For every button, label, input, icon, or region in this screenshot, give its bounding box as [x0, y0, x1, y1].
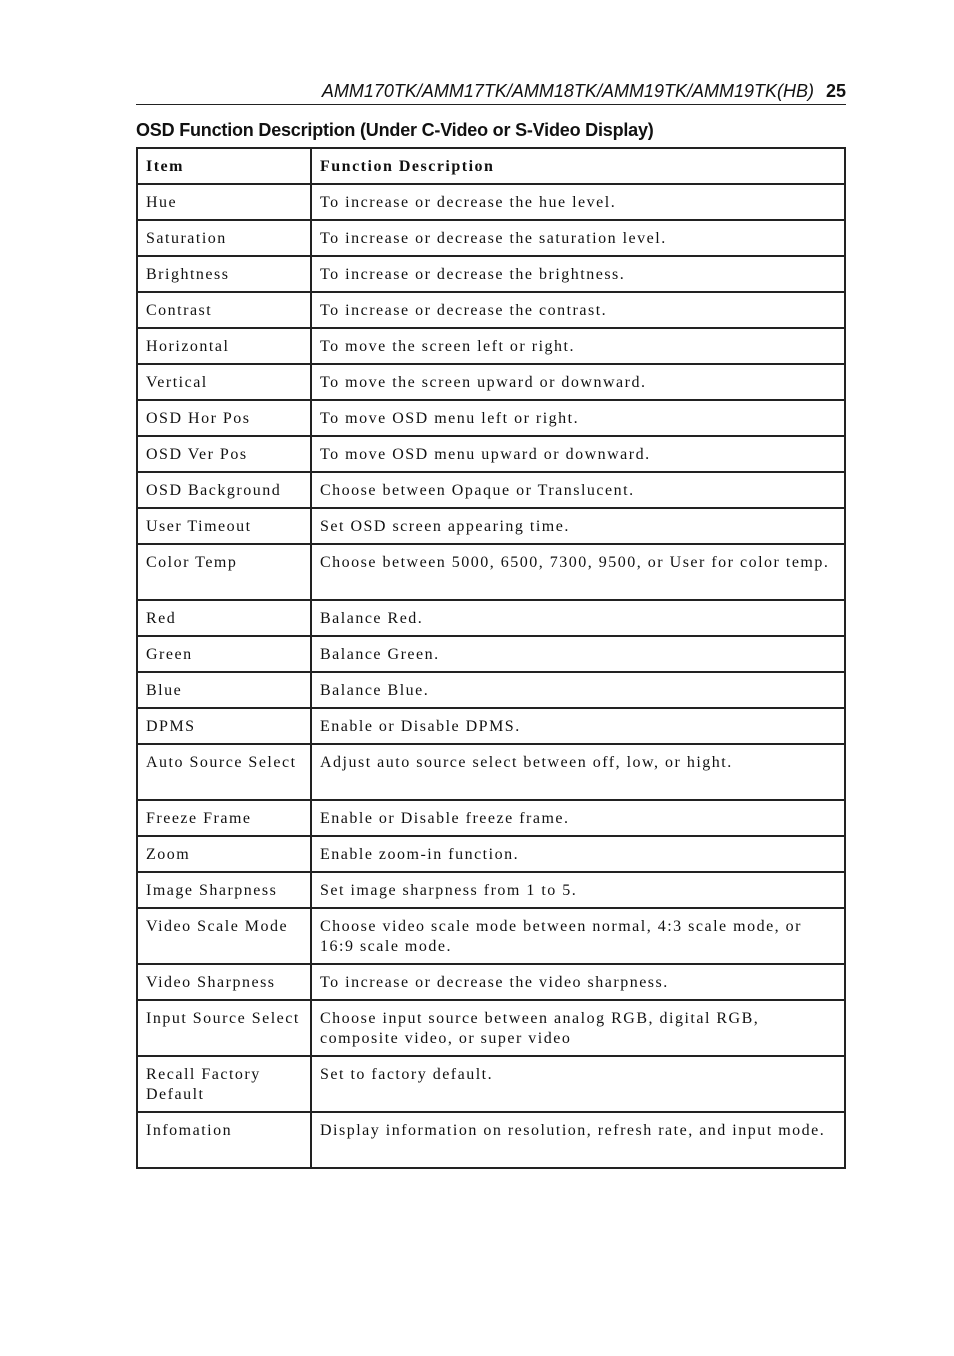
item-cell: Horizontal [137, 328, 311, 364]
item-cell: Green [137, 636, 311, 672]
description-cell: Display information on resolution, refresh rate, and input mode. [311, 1112, 845, 1168]
table-header-row [137, 148, 845, 184]
description-cell: To move OSD menu left or right. [311, 400, 845, 436]
description-cell: Choose between Opaque or Translucent. [311, 472, 845, 508]
item-cell: Freeze Frame [137, 800, 311, 836]
item-cell: Input Source Select [137, 1000, 311, 1056]
table-row [137, 508, 845, 544]
table-row [137, 964, 845, 1000]
table-row [137, 708, 845, 744]
item-cell: Video Scale Mode [137, 908, 311, 964]
description-cell: Balance Red. [311, 600, 845, 636]
table-row [137, 1000, 845, 1056]
table-row [137, 800, 845, 836]
description-cell: Enable or Disable DPMS. [311, 708, 845, 744]
description-cell: To increase or decrease the hue level. [311, 184, 845, 220]
table-row [137, 836, 845, 872]
table-row [137, 544, 845, 600]
table-row [137, 364, 845, 400]
page-number: 25 [825, 81, 846, 101]
description-cell: Enable zoom-in function. [311, 836, 845, 872]
table-row [137, 436, 845, 472]
table-row [137, 672, 845, 708]
item-cell: Hue [137, 184, 311, 220]
page-header [136, 80, 846, 105]
item-cell: Blue [137, 672, 311, 708]
table-row [137, 872, 845, 908]
column-header-item: Item [137, 148, 311, 184]
table-row [137, 636, 845, 672]
item-cell: Video Sharpness [137, 964, 311, 1000]
description-cell: To move OSD menu upward or downward. [311, 436, 845, 472]
item-cell: OSD Background [137, 472, 311, 508]
table-row [137, 256, 845, 292]
description-cell: Balance Blue. [311, 672, 845, 708]
description-cell: Adjust auto source select between off, low, or hight. [311, 744, 845, 800]
item-cell: Red [137, 600, 311, 636]
item-cell: Auto Source Select [137, 744, 311, 800]
description-cell: Set OSD screen appearing time. [311, 508, 845, 544]
table-row [137, 1112, 845, 1168]
item-cell: User Timeout [137, 508, 311, 544]
column-header-description: Function Description [311, 148, 845, 184]
model-list: AMM170TK/AMM17TK/AMM18TK/AMM19TK/AMM19TK(HB) [321, 81, 814, 101]
description-cell: Choose between 5000, 6500, 7300, 9500, or User for color temp. [311, 544, 845, 600]
item-cell: Image Sharpness [137, 872, 311, 908]
description-cell: To move the screen upward or downward. [311, 364, 845, 400]
osd-function-table [136, 147, 846, 1169]
table-row [137, 472, 845, 508]
table-row [137, 220, 845, 256]
item-cell: OSD Hor Pos [137, 400, 311, 436]
description-cell: Balance Green. [311, 636, 845, 672]
description-cell: To increase or decrease the brightness. [311, 256, 845, 292]
description-cell: Set to factory default. [311, 1056, 845, 1112]
item-cell: Contrast [137, 292, 311, 328]
item-cell: Saturation [137, 220, 311, 256]
item-cell: Infomation [137, 1112, 311, 1168]
table-row [137, 908, 845, 964]
table-row [137, 744, 845, 800]
item-cell: Brightness [137, 256, 311, 292]
table-row [137, 184, 845, 220]
table-row [137, 600, 845, 636]
description-cell: To increase or decrease the contrast. [311, 292, 845, 328]
table-row [137, 328, 845, 364]
description-cell: To increase or decrease the saturation level. [311, 220, 845, 256]
item-cell: Color Temp [137, 544, 311, 600]
description-cell: Choose video scale mode between normal, 4:3 scale mode, or 16:9 scale mode. [311, 908, 845, 964]
description-cell: Enable or Disable freeze frame. [311, 800, 845, 836]
item-cell: DPMS [137, 708, 311, 744]
table-row [137, 292, 845, 328]
item-cell: Vertical [137, 364, 311, 400]
item-cell: Recall Factory Default [137, 1056, 311, 1112]
description-cell: Set image sharpness from 1 to 5. [311, 872, 845, 908]
item-cell: OSD Ver Pos [137, 436, 311, 472]
table-row [137, 400, 845, 436]
item-cell: Zoom [137, 836, 311, 872]
description-cell: To increase or decrease the video sharpness. [311, 964, 845, 1000]
section-title: OSD Function Description (Under C-Video or S-Video Display) [136, 120, 654, 140]
description-cell: To move the screen left or right. [311, 328, 845, 364]
table-row [137, 1056, 845, 1112]
description-cell: Choose input source between analog RGB, digital RGB, composite video, or super video [311, 1000, 845, 1056]
